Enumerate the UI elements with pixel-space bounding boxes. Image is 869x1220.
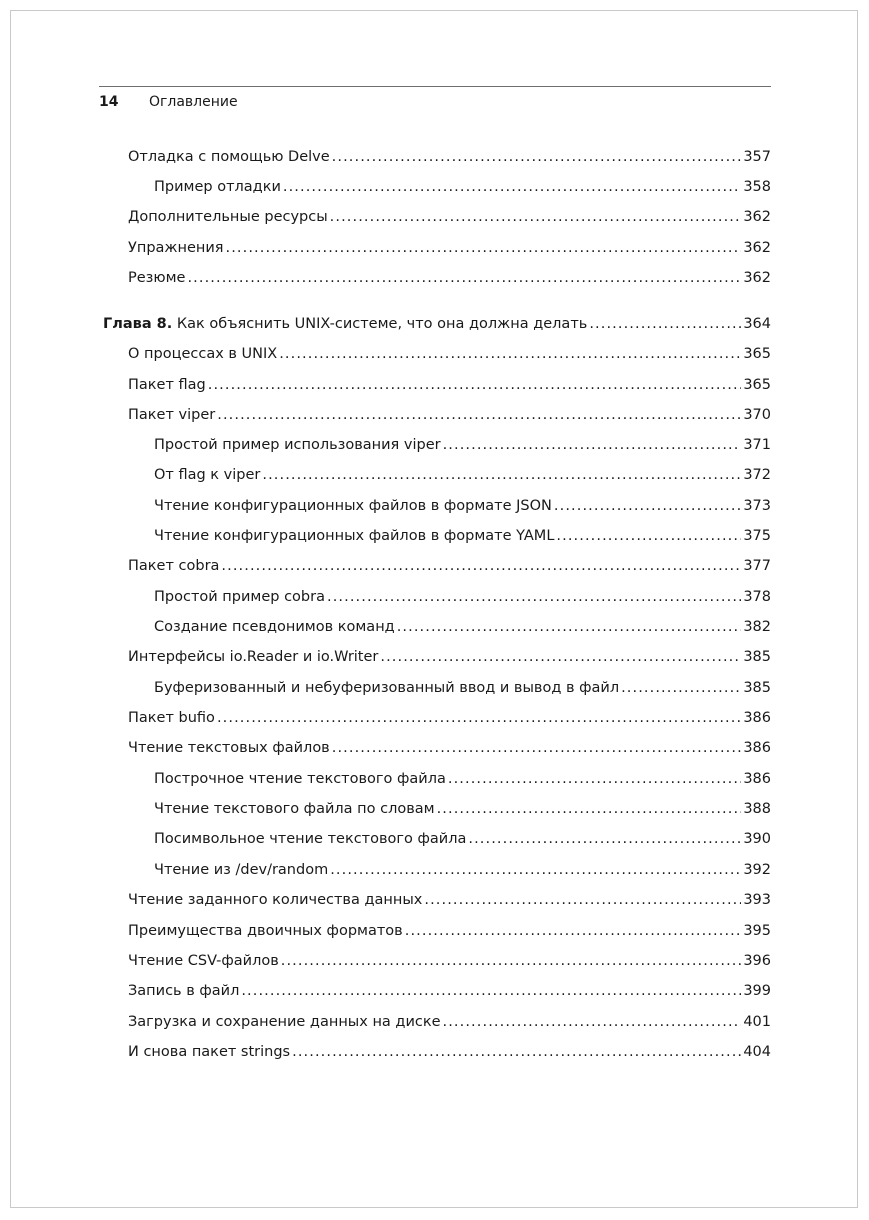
toc-entry-text: Чтение текстового файла по словам (154, 801, 435, 817)
toc-page-number: 364 (743, 316, 771, 332)
dot-leader (217, 404, 741, 426)
dot-leader (221, 555, 741, 577)
dot-leader (332, 737, 742, 759)
dot-leader (217, 707, 741, 729)
toc-entry-text: Чтение конфигурационных файлов в формате JSON (154, 498, 552, 514)
toc-entry (128, 1011, 771, 1033)
toc-page-number: 385 (743, 649, 771, 665)
toc-entry-text: Посимвольное чтение текстового файла (154, 831, 467, 847)
toc-entry (128, 920, 771, 942)
dot-leader (241, 980, 741, 1002)
running-header (99, 90, 771, 114)
toc-entry-text: Чтение конфигурационных файлов в формате YAML (154, 528, 555, 544)
toc-entry (128, 980, 771, 1002)
toc-entry-title (103, 313, 587, 335)
toc-entry-text: Отладка с помощью Delve (128, 149, 330, 165)
toc-entry-text: Пакет viper (128, 407, 216, 423)
toc-entry (128, 374, 771, 396)
dot-leader (226, 237, 742, 259)
toc-entry-text: Простой пример cobra (154, 589, 325, 605)
toc-page-number: 388 (743, 801, 771, 817)
toc-entry-title (154, 798, 435, 820)
toc-page-number: 404 (743, 1044, 771, 1060)
toc-entry-text: Как объяснить UNIX-системе, что она должна делать (172, 316, 588, 332)
toc-entry-title (128, 707, 215, 729)
toc-entry-text: Чтение текстовых файлов (128, 740, 330, 756)
toc-entry-text: Чтение CSV-файлов (128, 953, 279, 969)
toc-page-number: 362 (743, 240, 771, 256)
toc-entry (128, 950, 771, 972)
toc-entry (154, 586, 771, 608)
toc-entry (154, 464, 771, 486)
toc-entry (128, 555, 771, 577)
toc-entry-title (154, 586, 325, 608)
toc-page-number: 373 (743, 498, 771, 514)
toc-page-number: 395 (743, 923, 771, 939)
toc-page-number: 390 (743, 831, 771, 847)
toc-entry-title (154, 495, 552, 517)
header-page-number: 14 (99, 94, 119, 110)
toc-chapter-label: Глава 8. (103, 316, 173, 332)
toc-entry-text: Преимущества двоичных форматов (128, 923, 403, 939)
toc-page-number: 377 (743, 558, 771, 574)
toc-entry (154, 798, 771, 820)
toc-entry-text: И снова пакет strings (128, 1044, 291, 1060)
toc-entry-text: От flag к viper (154, 467, 261, 483)
toc-entry (154, 677, 771, 699)
toc-page-number: 375 (743, 528, 771, 544)
toc-entry (154, 768, 771, 790)
toc-entry (128, 206, 771, 228)
toc-page-number: 385 (743, 680, 771, 696)
dot-leader (330, 206, 742, 228)
dot-leader (554, 495, 741, 517)
toc-entry-text: Чтение из /dev/random (154, 862, 329, 878)
toc-page-number: 396 (743, 953, 771, 969)
toc-entry-title (128, 950, 279, 972)
toc-entry-title (154, 525, 554, 547)
toc-entry-title (154, 464, 260, 486)
toc-entry (154, 434, 771, 456)
dot-leader (187, 267, 741, 289)
toc-page-number: 401 (743, 1014, 771, 1030)
toc-page-number: 371 (743, 437, 771, 453)
toc-page-number: 362 (743, 270, 771, 286)
dot-leader (332, 146, 742, 168)
toc-entry-title (128, 555, 219, 577)
toc-entry-title (128, 920, 403, 942)
toc-entry-title (154, 616, 395, 638)
toc-entry (128, 404, 771, 426)
toc-entry (154, 828, 771, 850)
toc-entry (128, 267, 771, 289)
toc-page-number: 386 (743, 771, 771, 787)
dot-leader (283, 176, 741, 198)
dot-leader (281, 950, 742, 972)
toc-page-number: 370 (743, 407, 771, 423)
toc-entry (128, 707, 771, 729)
toc-entry-text: Создание псевдонимов команд (154, 619, 395, 635)
toc-entry-text: Буферизованный и небуферизованный ввод и вывод в файл (154, 680, 620, 696)
toc-entry-text: Пакет cobra (128, 558, 220, 574)
toc-entry-text: Запись в файл (128, 983, 240, 999)
toc-page-number: 399 (743, 983, 771, 999)
dot-leader (556, 525, 741, 547)
toc-page-number: 393 (743, 892, 771, 908)
toc-entry (154, 859, 771, 881)
toc-entry-text: Простой пример использования viper (154, 437, 441, 453)
header-rule (99, 86, 771, 87)
toc-entry (128, 737, 771, 759)
toc-entry (154, 176, 771, 198)
dot-leader (330, 859, 741, 881)
dot-leader (443, 434, 742, 456)
toc-entry-text: Интерфейсы io.Reader и io.Writer (128, 649, 379, 665)
toc-entry (154, 616, 771, 638)
dot-leader (262, 464, 741, 486)
toc-entry-text: Дополнительные ресурсы (128, 209, 328, 225)
dot-leader (208, 374, 742, 396)
dot-leader (380, 646, 741, 668)
toc-entry-title (128, 374, 206, 396)
toc-entry (128, 146, 771, 168)
dot-leader (443, 1011, 742, 1033)
toc-entry-text: Загрузка и сохранение данных на диске (128, 1014, 441, 1030)
toc-entry (128, 646, 771, 668)
dot-leader (621, 677, 741, 699)
toc-entry (154, 495, 771, 517)
toc-page-number: 386 (743, 710, 771, 726)
toc-entry-text: Построчное чтение текстового файла (154, 771, 446, 787)
toc-entry-title (128, 980, 239, 1002)
toc-page-number: 358 (743, 179, 771, 195)
toc-entry-title (128, 237, 224, 259)
toc-entry-text: Резюме (128, 270, 186, 286)
toc-entry-title (154, 859, 328, 881)
toc-entry-title (128, 343, 277, 365)
toc-entry-text: О процессах в UNIX (128, 346, 278, 362)
toc-entry-title (128, 737, 330, 759)
toc-entry-title (128, 146, 330, 168)
dot-leader (424, 889, 741, 911)
dot-leader (279, 343, 741, 365)
dot-leader (589, 313, 741, 335)
dot-leader (292, 1041, 741, 1063)
toc-entry-title (128, 1011, 441, 1033)
toc-page-number: 382 (743, 619, 771, 635)
header-section-title: Оглавление (149, 94, 238, 110)
toc-entry (128, 343, 771, 365)
toc-page-number: 362 (743, 209, 771, 225)
toc-page-number: 392 (743, 862, 771, 878)
toc-entry (128, 1041, 771, 1063)
toc-entry-text: Упражнения (128, 240, 224, 256)
toc-entry-title (128, 646, 378, 668)
dot-leader (437, 798, 742, 820)
toc-entry-title (128, 1041, 290, 1063)
toc-entry-title (128, 889, 422, 911)
toc-entry-title (154, 677, 619, 699)
dot-leader (468, 828, 741, 850)
toc-entry-title (154, 434, 441, 456)
toc-page-number: 378 (743, 589, 771, 605)
dot-leader (327, 586, 741, 608)
toc-entry-title (154, 828, 466, 850)
toc-page-number: 357 (743, 149, 771, 165)
toc-page-number: 372 (743, 467, 771, 483)
toc-entry-text: Пакет flag (128, 377, 206, 393)
toc-page-number: 365 (743, 346, 771, 362)
dot-leader (405, 920, 742, 942)
toc-entry (154, 525, 771, 547)
dot-leader (397, 616, 742, 638)
toc-entry (128, 889, 771, 911)
toc-entry-title (128, 404, 215, 426)
toc-page-number: 386 (743, 740, 771, 756)
toc-entry-title (128, 206, 328, 228)
toc-entry-text: Чтение заданного количества данных (128, 892, 423, 908)
toc-entry-title (154, 176, 281, 198)
toc-entry-text: Пример отладки (154, 179, 281, 195)
toc-chapter-entry (103, 313, 771, 335)
toc-page-number: 365 (743, 377, 771, 393)
toc-entry (128, 237, 771, 259)
toc-entry-title (128, 267, 185, 289)
dot-leader (448, 768, 741, 790)
toc-entry-text: Пакет bufio (128, 710, 215, 726)
toc-entry-title (154, 768, 446, 790)
